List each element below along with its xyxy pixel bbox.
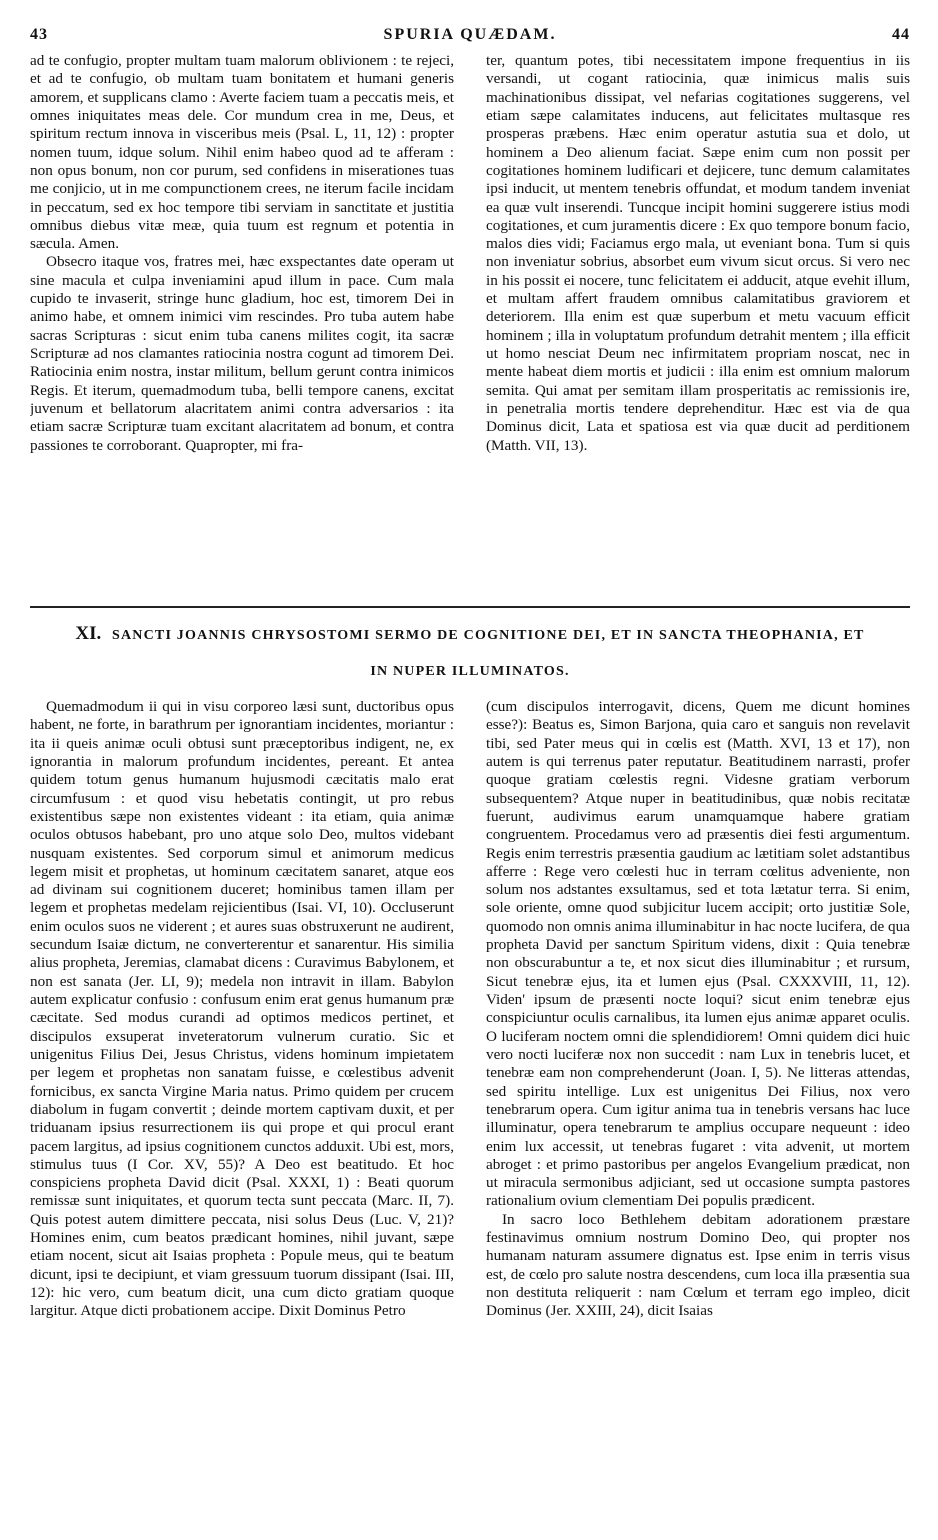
paragraph: Obsecro itaque vos, fratres mei, hæc exspectantes date operam ut sine macula et culpa inveniamini apud illum in pace. Cum mala cupido te invaserit, stringe hunc gladium, hoc est, timorem Dei in animo habe, et omnem inimici vim rescindes. Pro tuba autem habe sacras Scripturas : sicut enim tuba canens milites cogit, ita sacræ Scripturæ ad nos clamantes ratiocinia nostra cogunt ad timorem Dei. Ratiocinia enim nostra, instar militum, bellum gerunt contra inimicos Regis. Et iterum, quemadmodum tuba, belli tempore canens, excitat juvenum et bellatorum alacritatem animi contra adversarios : ita etiam sacræ Scripturæ tuam excitant alacritatem ad bonum, et contra passiones te corroborant. Quapropter, mi fra-: [30, 253, 454, 454]
section-title-line-1: SANCTI JOANNIS CHRYSOSTOMI SERMO DE COGNITIONE DEI, ET IN SANCTA THEOPHANIA, ET: [112, 628, 865, 643]
top-columns: [30, 52, 910, 600]
paragraph: ad te confugio, propter multam tuam malorum oblivionem : te rejeci, et ad te confugio, ob multam tuam bonitatem et humani generis amorem, et supplicans clamo : Averte faciem tuam a peccatis meis, et omnes iniquitates meas dele. Cor mundum crea in me, Deus, et spiritum rectum innova in visceribus meis (Psal. L, 11, 12) : propter nomen tuum, idque solum. Nihil enim habeo quod ad te afferam : non opus bonum, non cor purum, sed confidens in miserationes tuas me conjicio, ut in me compunctionem crees, ne iterum facile incidam in peccatum, sed ex hoc tempore tibi serviam in sanctitate et justitia omnibus diebus vitæ meæ, quia tuum est regnum et potentia in sæcula. Amen.: [30, 52, 454, 253]
page-number-left: 43: [30, 26, 48, 43]
bottom-left-column: [30, 698, 454, 1498]
section-heading: [30, 616, 910, 690]
paragraph: ter, quantum potes, tibi necessitatem impone frequentius in iis versandi, ut cogant ratiocinia, quæ inimicus malis suis machinationibus dissipat, vel nefarias cogitationes suggerens, vel etiam sæpe calamitates inducens, aut felicitates multasque res prosperas præbens. Hæc enim operatur astutia sua et dolo, ut hominem a Deo alienum faciat. Sæpe enim cum non possit per cogitationes hominem ludificari et dejicere, tunc demum calamitates ipsi inducit, ut mentem tenebris offundat, et modum tandem inveniat ea quæ vult inserendi. Tuncque incipit homini suggerere istius modi cogitationes, et cum juramentis dicere : Ex quo tempore bonum facio, malos dies vidi; Faciamus ergo mala, ut eveniant bona. Tum si quis non inveniatur sobrius, absorbet eum vivum sicut orcus. Si vero nec in his possit ei nocere, tunc felicitatem ei adducit, atque evehit illum, et multam affert fraudem omnibus calamitatibus graviorem et deteriorem. Illa enim est quæ superbum et metu vacuum efficit hominem ; illa in voluptatum profundum detrahit mentem ; illa efficit ut homo nesciat Deum nec infirmitatem propriam noscat, nec in mente habeat diem mortis et judicii : illa enim est omnium malorum semita. Qui amat per semitam illam prosperitatis ac remissionis ire, in penetralia mortis tendere deprehenditur. Hæc est via de qua Dominus dicit, Lata et spatiosa est via quæ ducit ad perditionem (Matth. VII, 13).: [486, 52, 910, 454]
top-left-column: [30, 52, 454, 600]
paragraph: (cum discipulos interrogavit, dicens, Quem me dicunt homines esse?): Beatus es, Simon Barjona, quia caro et sanguis non revelavit tibi, sed Pater meus qui in cœlis est (Matth. XVI, 13 et 17), non autem is qui terrenus pater reputatur. Beatitudinem narrasti, profer quoque gratiam cœlestis regni. Videsne gratiam verborum subsequentem? Atque nuper in beatitudinibus, quæ nobis recitatæ fuerunt, audivimus earum unamquamque habere gratiam congruentem. Procedamus vero ad præsentis diei festi argumentum. Regis enim terrestris præsentia gaudium ac lætitiam solet adstantibus afferre : Rege vero cœlesti huc in terram cœlitus adveniente, non solum nos adstantes exsultamus, sed et tota lætatur terra. Si enim, sole oriente, omne quod subjicitur lucem accipit; orto justitiæ Sole, quomodo non omnis anima illuminabitur in hac nocte lucifera, de qua propheta David per sanctum Spiritum videns, dixit : Quia tenebræ non obscurabuntur a te, et nox sicut dies illuminabitur ; et rursum, Sicut tenebræ ejus, ita et lumen ejus (Psal. CXXXVIII, 11, 12). Viden' ipsum de præsenti nocte loqui? sicut enim tenebræ ejus conspiciuntur oculis carnalibus, ita lumen ejus animæ apparet oculis. O luciferam noctem omni die splendidiorem! Omni quidem dici huic vero nocti luciferæ nox non succedit : nam Lux in tenebris lucet, et tenebræ eam non comprehenderunt (Joan. I, 5). Ne litteras attendas, sed spiritu intellige. Lux est unigenitus Dei Filius, nox vero tenebrarum opera. Cum igitur anima tua in tenebris versans hac luce illuminatur, opera tenebrarum te amplius occupare nequeunt : ideo enim lux accessit, ut tenebras fugaret : vita advenit, ut mortem abroget : et primo pastoribus per angelos Evangelium prædicat, non ut miracula sermonibus adjiciant, sed ut occasione sumpta pastores rationalium ovium clementiam Dei populis prædicent.: [486, 698, 910, 1210]
paragraph: In sacro loco Bethlehem debitam adorationem præstare festinavimus omnium nostrum Domino Deo, qui propter nos humanam naturam assumere dignatus est. Ipse enim in terris visus est, de cœlo pro salute nostra descendens, cum loca illa præsentia sua non destituta reliquerit : nam Cœlum et terram ego impleo, dicit Dominus (Jer. XXIII, 24), dicit Isaias: [486, 1210, 910, 1320]
bottom-right-column: [486, 698, 910, 1498]
running-header: [30, 26, 910, 52]
top-right-column: [486, 52, 910, 600]
section-divider: [30, 606, 910, 608]
paragraph: Quemadmodum ii qui in visu corporeo læsi sunt, ductoribus opus habent, ne forte, in barathrum per ignorantiam incidentes, moriantur : ita ii queis animæ oculi obtusi sunt præceptoribus indigent, ne, ex ignorantia in malorum profundum incidentes, pereant. Et antea quidem totum genus humanum hujusmodi cæcitatis malo erat circumfusum : et quod visu hebetatis contingit, ut pro rebus existentibus sæpe non existentes videant : ita etiam, quia animæ oculos obtusos habebant, pro uno atque solo Deo, multos videbant nusquam existentes. Sed corporum simul et animorum medicus legem misit et prophetas, ut hominum cæcitatem sanaret, atque eos ad divinam sui cognitionem duceret; hominibus tamen illam per legem et prophetas medelam rejicientibus (Isai. VI, 10). Occluserunt enim oculos suos ne viderent ; et aures suas obstruxerunt ne audirent, secundum Isaiæ dictum, ne converterentur et sanarentur. His similia alius propheta, Jeremias, clamabat dicens : Curavimus Babylonem, et non est sanata (Jer. LI, 9); medela non intravit in illam. Babylon autem explicatur confusio : confusum enim erat genus humanum præ cæcitate. Sed modus curandi ad optimos medicos pertinet, et discipulos exsuperat inveteratorum vulnerum curatio. Sic et unigenitus Filius Dei, Jesus Christus, videns hominum impietatem per legem et prophetas non sanatam fuisse, e cœlestibus advenit fornicibus, ex sancta Virgine Maria natus. Primo quidem per crucem diabolum in fugam convertit ; deinde mortem captivam duxit, et per triduanam ipsius resurrectionem iis qui prope et qui procul erant pacem largitus, ad ipsius cognitionem cunctos adduxit. Ubi est, mors, stimulus tuus (I Cor. XV, 55)? A Deo est beatitudo. Et hoc conspiciens propheta David dicit (Psal. XXXI, 1) : Beati quorum remissæ sunt iniquitates, et quorum tecta sunt peccata (Marc. II, 7). Quis potest autem dimittere peccata, nisi solus Deus (Luc. V, 21)? Homines enim, cum beatos prædicant homines, nihil juvant, sæpe etiam nocent, sicut ait Isaias propheta : Popule meus, qui te beatum dicunt, ipsi te decipiunt, et viam gressuum tuorum dissipant (Isai. III, 12): hic vero, cum beatum dicit, una cum dicto gratiam quoque largitur. Atque dicti probationem accipe. Dixit Dominus Petro: [30, 698, 454, 1320]
page-number-right: 44: [891, 26, 910, 43]
section-number: XI.: [75, 623, 102, 644]
running-title: SPURIA QUÆDAM.: [383, 26, 557, 43]
section-title-line-2: IN NUPER ILLUMINATOS.: [370, 664, 570, 679]
bottom-columns: [30, 698, 910, 1498]
